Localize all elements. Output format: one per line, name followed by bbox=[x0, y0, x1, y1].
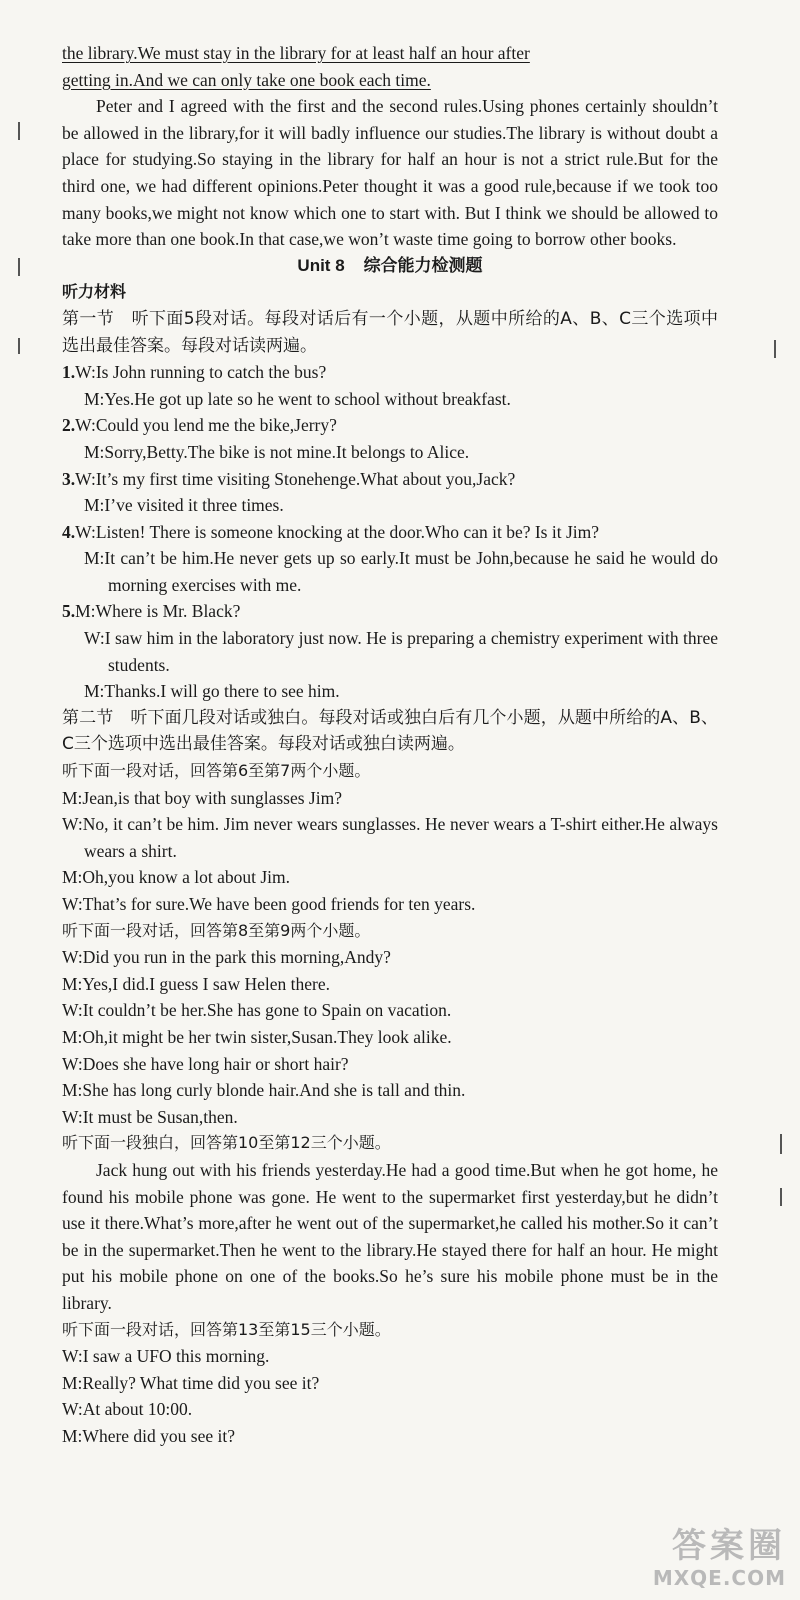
dialog-line-text: W:Listen! There is someone knocking at the door.Who can it be? Is it Jim? bbox=[75, 521, 600, 542]
watermark-url: MXQE.COM bbox=[652, 1566, 786, 1590]
question-number: 2. bbox=[62, 415, 76, 436]
dialog-line: M:Really? What time did you see it? bbox=[62, 1372, 320, 1393]
dialog-question-line bbox=[62, 359, 718, 386]
dialog-line: M:Oh,it might be her twin sister,Susan.They look alike. bbox=[62, 1026, 452, 1047]
dialog-line: W:It couldn’t be her.She has gone to Spain on vacation. bbox=[62, 1000, 452, 1021]
rule-text-line: the library.We must stay in the library for at least half an hour after bbox=[62, 43, 530, 63]
dialog-response-line: M:Sorry,Betty.The bike is not mine.It belongs to Alice. bbox=[84, 441, 470, 462]
dialog-line: W:Did you run in the park this morning,Andy? bbox=[62, 947, 391, 968]
group3-instruction: 听下面一段独白，回答第10至第12三个小题。 bbox=[62, 1133, 391, 1153]
dialog-response-line: M:I’ve visited it three times. bbox=[84, 495, 284, 516]
group4-instruction: 听下面一段对话，回答第13至第15三个小题。 bbox=[62, 1319, 391, 1339]
dialog-question-line bbox=[62, 519, 718, 546]
question-number: 5. bbox=[62, 601, 76, 622]
question-number: 1. bbox=[62, 362, 76, 383]
margin-mark bbox=[18, 258, 20, 276]
unit-title bbox=[62, 253, 718, 280]
dialog-question-line bbox=[62, 466, 718, 493]
group2-dialog bbox=[62, 944, 718, 1130]
margin-mark bbox=[18, 338, 20, 354]
unit-label: Unit 8 bbox=[297, 255, 345, 275]
dialog-response-line: M:Yes.He got up late so he went to school without breakfast. bbox=[84, 388, 511, 409]
dialog-line: M:Oh,you know a lot about Jim. bbox=[62, 867, 290, 888]
dialog-line-text: W:Could you lend me the bike,Jerry? bbox=[75, 415, 337, 436]
dialog-line: W:No, it can’t be him. Jim never wears sunglasses. He never wears a T-shirt either.He always wears a shirt. bbox=[62, 814, 718, 861]
unit-title-cn: 综合能力检测题 bbox=[363, 255, 483, 275]
dialog-response-line: M:Thanks.I will go there to see him. bbox=[84, 681, 340, 702]
dialog-question-line bbox=[62, 598, 718, 625]
margin-mark bbox=[780, 1188, 782, 1206]
group1-instruction: 听下面一段对话，回答第6至第7两个小题。 bbox=[62, 761, 371, 781]
group1-dialog bbox=[62, 785, 718, 918]
dialog-line: W:I saw a UFO this morning. bbox=[62, 1346, 270, 1367]
section1-dialogs bbox=[62, 359, 718, 705]
dialog-line: W:At about 10:00. bbox=[62, 1399, 193, 1420]
group4-dialog bbox=[62, 1343, 718, 1449]
dialog-line: M:Where did you see it? bbox=[62, 1425, 236, 1446]
dialog-line: M:Jean,is that boy with sunglasses Jim? bbox=[62, 787, 342, 808]
opinion-paragraph: Peter and I agreed with the first and the second rules.Using phones certainly shouldn’t be allowed in the library,for it will badly influence our studies.The library is without doubt a place for studying.So staying in the library for half an hour is not a strict rule.But for the third one, we had different opinions.Peter thought it was a good rule,because if we took too many books,we might not know which one to start with. But I think we should be allowed to take more than one book.In that case,we won’t waste time going to borrow other books. bbox=[62, 96, 718, 250]
monologue-paragraph: Jack hung out with his friends yesterday.He had a good time.But when he got home, he found his mobile phone was gone. He went to the supermarket first yesterday,but he didn’t use it there.What’s more,after he went out of the supermarket,he called his mother.So it can’t be in the supermarket.Then he went to the library.He stayed there for half an hour. He might put his mobile phone on one of the books.So he’s sure his mobile phone must be in the library. bbox=[62, 1159, 718, 1313]
listening-heading: 听力材料 bbox=[62, 282, 127, 302]
group2-instruction: 听下面一段对话，回答第8至第9两个小题。 bbox=[62, 920, 371, 940]
section1-instruction: 第一节 听下面5段对话。每段对话后有一个小题，从题中所给的A、B、C三个选项中选出最佳答案。每段对话读两遍。 bbox=[62, 308, 718, 356]
dialog-question-line bbox=[62, 412, 718, 439]
watermark-logo bbox=[653, 1526, 786, 1590]
dialog-line: M:She has long curly blonde hair.And she is tall and thin. bbox=[62, 1080, 466, 1101]
question-number: 3. bbox=[62, 468, 76, 489]
dialog-line: W:Does she have long hair or short hair? bbox=[62, 1053, 349, 1074]
dialog-line: W:It must be Susan,then. bbox=[62, 1106, 238, 1127]
dialog-response-line: W:I saw him in the laboratory just now. He is preparing a chemistry experiment with three students. bbox=[84, 628, 718, 675]
dialog-line: M:Yes,I did.I guess I saw Helen there. bbox=[62, 973, 330, 994]
rule-text-line: getting in.And we can only take one book each time. bbox=[62, 69, 431, 90]
watermark-text: 答案圈 bbox=[672, 1526, 786, 1566]
margin-mark bbox=[774, 340, 776, 358]
dialog-line-text: M:Where is Mr. Black? bbox=[75, 601, 241, 622]
dialog-line-text: W:It’s my first time visiting Stonehenge.What about you,Jack? bbox=[75, 468, 516, 489]
margin-mark bbox=[780, 1134, 782, 1154]
dialog-line-text: W:Is John running to catch the bus? bbox=[75, 362, 327, 383]
margin-mark bbox=[18, 122, 20, 140]
dialog-response-line: M:It can’t be him.He never gets up so early.It must be John,because he said he would do morning exercises with me. bbox=[84, 548, 718, 595]
dialog-line: W:That’s for sure.We have been good friends for ten years. bbox=[62, 894, 476, 914]
section2-instruction: 第二节 听下面几段对话或独白。每段对话或独白后有几个小题，从题中所给的A、B、C三个选项中选出最佳答案。每段对话或独白读两遍。 bbox=[62, 707, 718, 755]
question-number: 4. bbox=[62, 521, 76, 542]
page-content bbox=[62, 40, 718, 1449]
